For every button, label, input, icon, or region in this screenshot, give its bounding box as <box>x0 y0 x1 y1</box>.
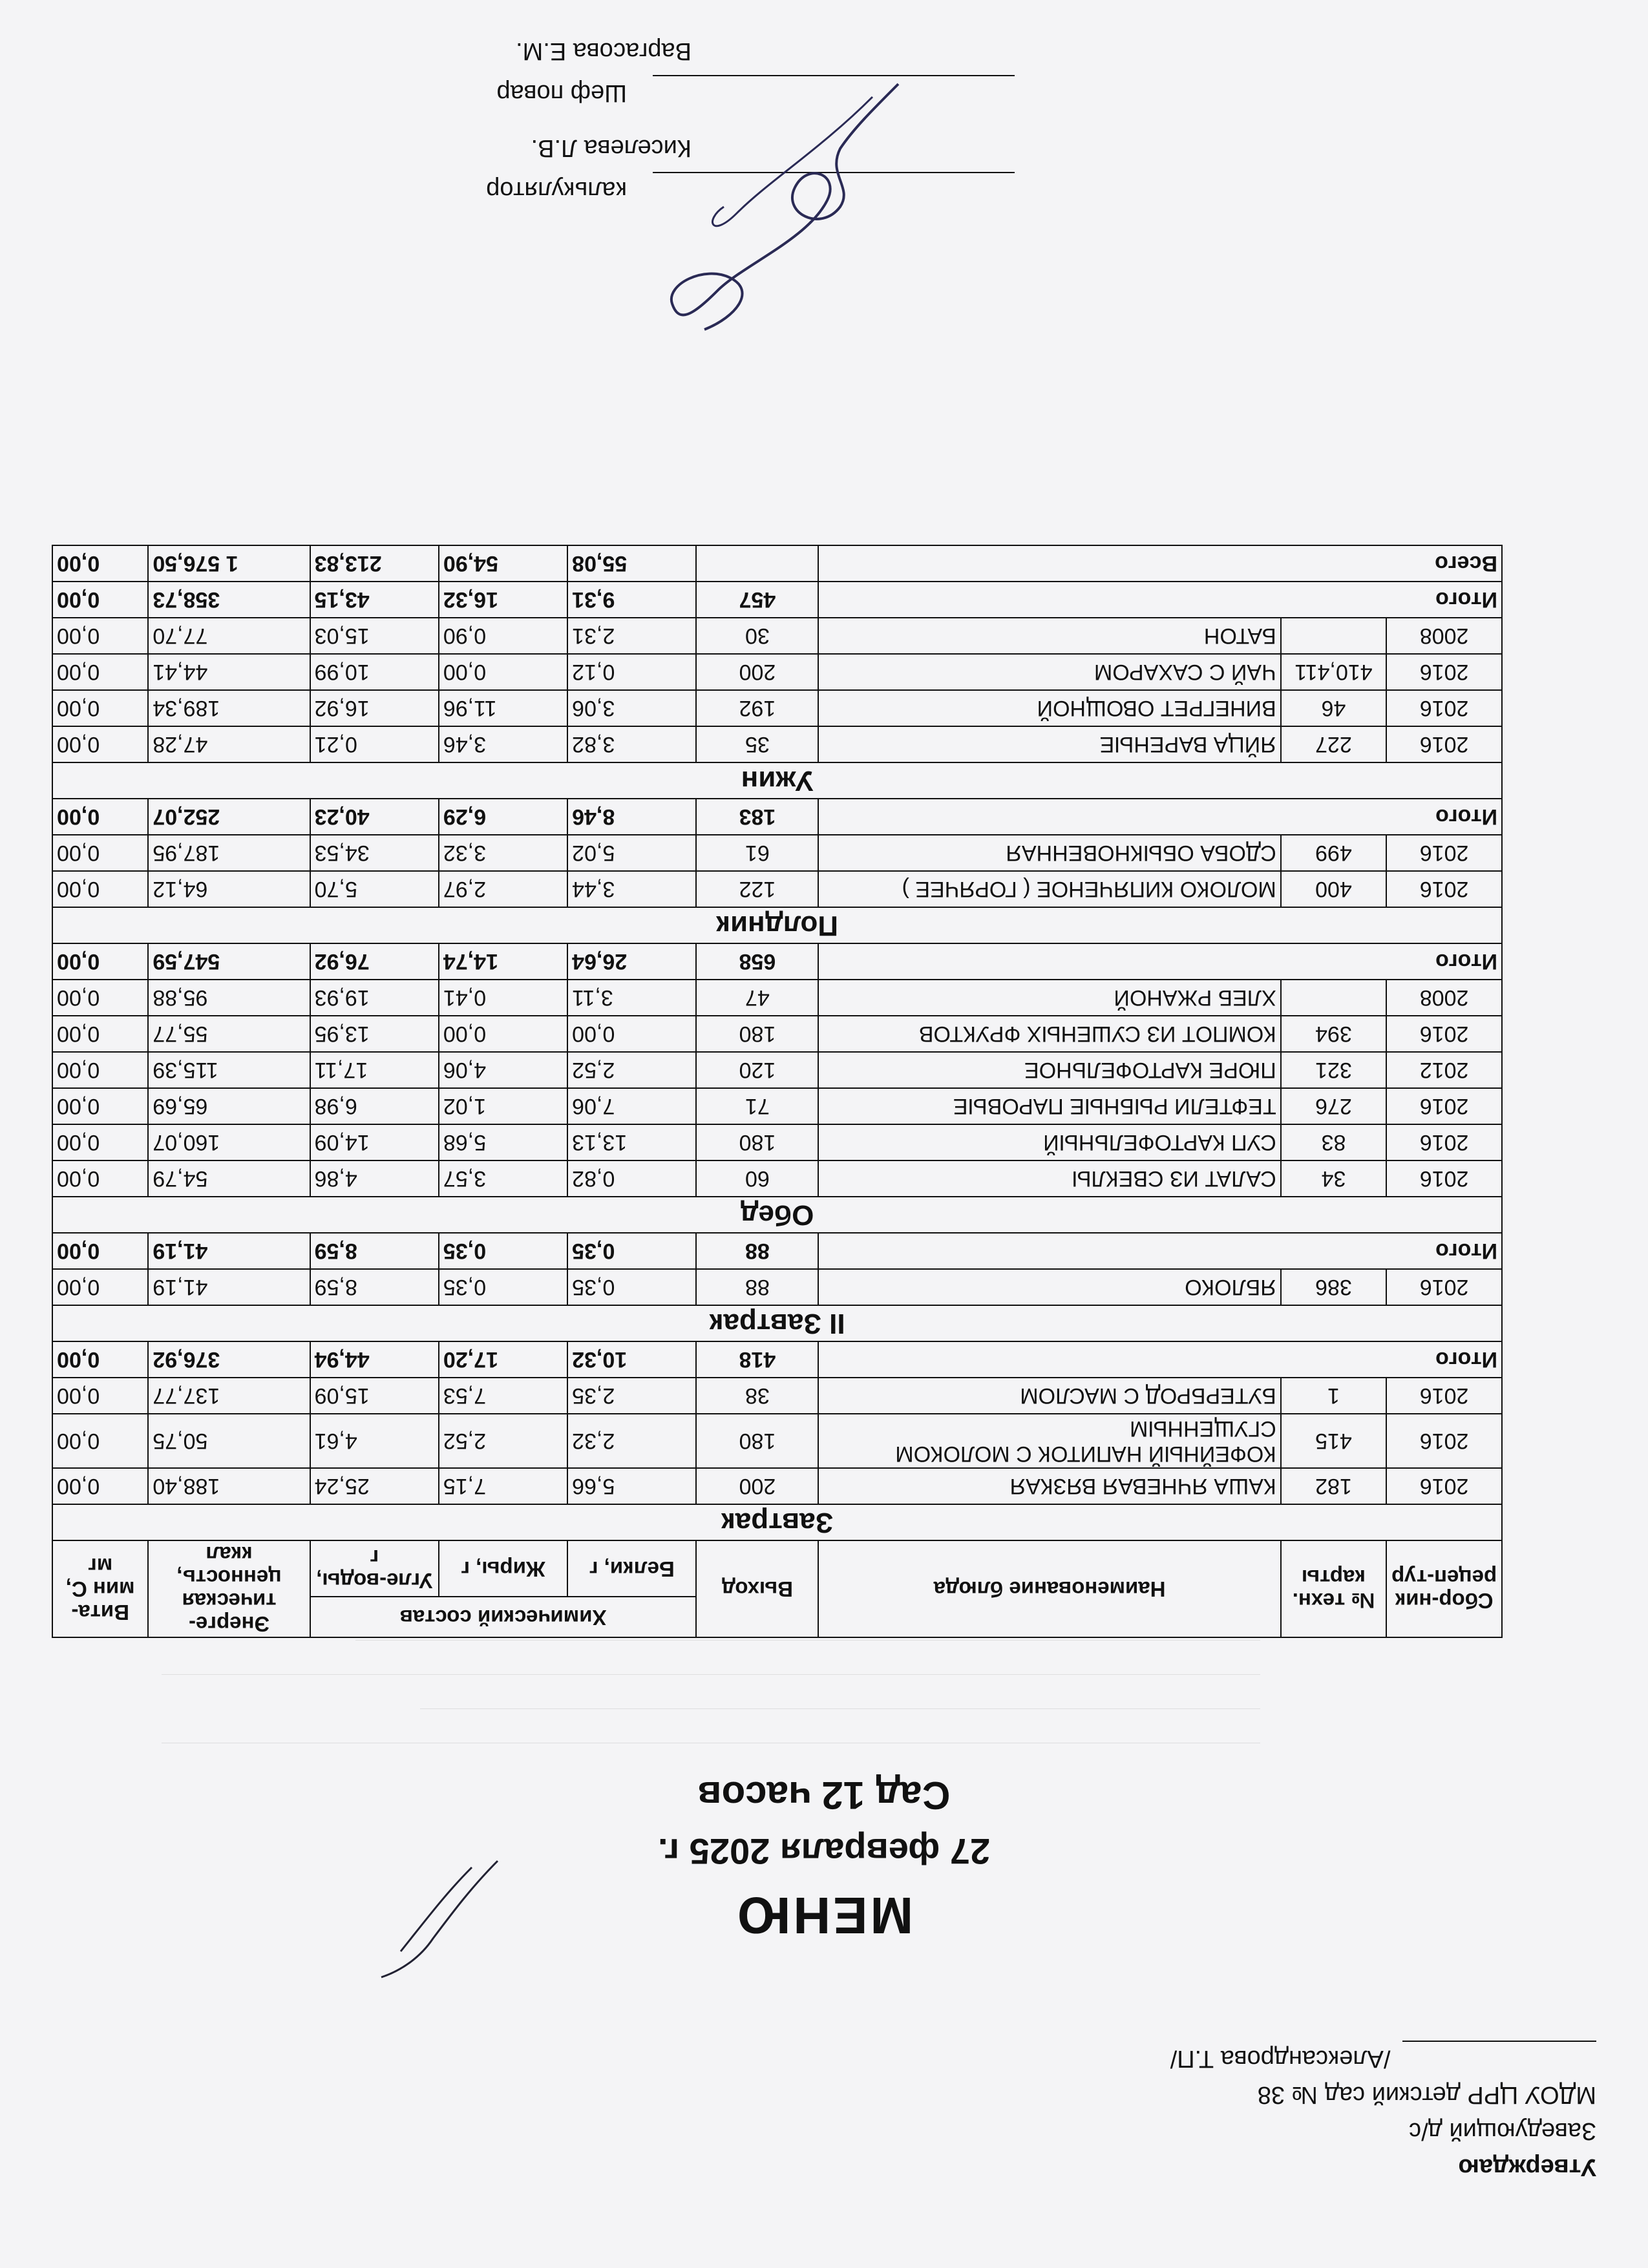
yield-cell: 61 <box>696 835 818 871</box>
total-fat: 6,29 <box>439 799 567 835</box>
vitamin-c-cell: 0,00 <box>52 1088 148 1124</box>
yield-cell: 180 <box>696 1124 818 1160</box>
vitamin-c-cell: 0,00 <box>52 1378 148 1414</box>
collection-cell: 2016 <box>1386 1016 1502 1052</box>
card-cell: 46 <box>1281 690 1386 726</box>
collection-cell: 2016 <box>1386 1269 1502 1305</box>
dish-name-cell: КАША ЯЧНЕВАЯ ВЯЗКАЯ <box>818 1468 1280 1504</box>
fat-cell: 11,96 <box>439 690 567 726</box>
document-heading <box>0 1773 1648 1945</box>
total-label: Итого <box>818 1341 1502 1378</box>
total-vitamin-c: 0,00 <box>52 582 148 618</box>
section-title: II Завтрак <box>52 1305 1502 1341</box>
collection-cell: 2016 <box>1386 1378 1502 1414</box>
collection-cell: 2016 <box>1386 1088 1502 1124</box>
table-row <box>52 1160 1502 1197</box>
header-fat: Жиры, г <box>439 1540 567 1597</box>
carbs-cell: 25,24 <box>310 1468 439 1504</box>
table-header-row <box>52 1597 1502 1637</box>
yield-cell: 180 <box>696 1414 818 1468</box>
fat-cell: 0,90 <box>439 618 567 654</box>
section-header-row <box>52 907 1502 943</box>
carbs-cell: 4,61 <box>310 1414 439 1468</box>
approval-signature-line <box>1402 2041 1596 2068</box>
collection-cell: 2016 <box>1386 1124 1502 1160</box>
table-body <box>52 545 1502 1540</box>
header-energy: Энерге-тическая ценность, ккал <box>148 1540 310 1637</box>
energy-cell: 187,95 <box>148 835 310 871</box>
protein-cell: 13,13 <box>567 1124 696 1160</box>
energy-cell: 64,12 <box>148 871 310 907</box>
total-fat: 17,20 <box>439 1341 567 1378</box>
dish-name-cell: ЧАЙ С САХАРОМ <box>818 654 1280 690</box>
total-label: Итого <box>818 582 1502 618</box>
vitamin-c-cell: 0,00 <box>52 1016 148 1052</box>
approval-signer-row <box>1170 2041 1596 2077</box>
energy-cell: 41,19 <box>148 1269 310 1305</box>
total-protein: 0,35 <box>567 1233 696 1269</box>
energy-cell: 115,39 <box>148 1052 310 1088</box>
yield-cell: 38 <box>696 1378 818 1414</box>
fat-cell: 0,00 <box>439 1016 567 1052</box>
carbs-cell: 17,11 <box>310 1052 439 1088</box>
approval-title: Утверждаю <box>1458 2154 1596 2181</box>
total-energy: 358,73 <box>148 582 310 618</box>
carbs-cell: 5,70 <box>310 871 439 907</box>
card-cell: 83 <box>1281 1124 1386 1160</box>
carbs-cell: 14,09 <box>310 1124 439 1160</box>
table-row <box>52 654 1502 690</box>
total-fat: 16,32 <box>439 582 567 618</box>
card-cell: 499 <box>1281 835 1386 871</box>
yield-cell: 47 <box>696 980 818 1016</box>
collection-cell: 2016 <box>1386 654 1502 690</box>
dish-name-cell: БУТЕРБРОД С МАСЛОМ <box>818 1378 1280 1414</box>
total-energy: 547,59 <box>148 943 310 980</box>
collection-cell: 2016 <box>1386 726 1502 762</box>
fat-cell: 1,02 <box>439 1088 567 1124</box>
dish-name-cell: ТЕФТЕЛИ РЫБНЫЕ ПАРОВЫЕ <box>818 1088 1280 1124</box>
protein-cell: 3,44 <box>567 871 696 907</box>
dish-name-cell: БАТОН <box>818 618 1280 654</box>
card-cell: 34 <box>1281 1160 1386 1197</box>
grand-total-yield <box>696 545 818 582</box>
table-row <box>52 1378 1502 1414</box>
card-cell <box>1281 980 1386 1016</box>
collection-cell: 2016 <box>1386 1414 1502 1468</box>
total-yield: 88 <box>696 1233 818 1269</box>
fat-cell: 2,52 <box>439 1414 567 1468</box>
carbs-cell: 10,99 <box>310 654 439 690</box>
total-carbs: 44,94 <box>310 1341 439 1378</box>
document-date: 27 февраля 2025 г. <box>657 1831 991 1872</box>
header-collection: Сбор-ник рецеп-тур <box>1386 1540 1502 1637</box>
approval-signer: /Александрова Т.П/ <box>1170 2045 1391 2072</box>
card-cell: 321 <box>1281 1052 1386 1088</box>
card-cell: 227 <box>1281 726 1386 762</box>
energy-cell: 55,77 <box>148 1016 310 1052</box>
total-energy: 252,07 <box>148 799 310 835</box>
protein-cell: 5,66 <box>567 1468 696 1504</box>
vitamin-c-cell: 0,00 <box>52 835 148 871</box>
yield-cell: 35 <box>696 726 818 762</box>
total-label: Итого <box>818 799 1502 835</box>
total-carbs: 8,59 <box>310 1233 439 1269</box>
section-total-row <box>52 1341 1502 1378</box>
card-cell <box>1281 618 1386 654</box>
vitamin-c-cell: 0,00 <box>52 1414 148 1468</box>
grand-total-label: Всего <box>818 545 1502 582</box>
menu-table <box>52 545 1503 1638</box>
yield-cell: 71 <box>696 1088 818 1124</box>
yield-cell: 60 <box>696 1160 818 1197</box>
table-row <box>52 726 1502 762</box>
total-protein: 8,46 <box>567 799 696 835</box>
energy-cell: 47,28 <box>148 726 310 762</box>
fat-cell: 0,35 <box>439 1269 567 1305</box>
vitamin-c-cell: 0,00 <box>52 1269 148 1305</box>
section-header-row <box>52 1305 1502 1341</box>
bleed-through-text <box>162 1640 1260 1777</box>
total-vitamin-c: 0,00 <box>52 1341 148 1378</box>
total-vitamin-c: 0,00 <box>52 1233 148 1269</box>
table-row <box>52 1016 1502 1052</box>
document-title: МЕНЮ <box>734 1887 914 1944</box>
yield-cell: 122 <box>696 871 818 907</box>
total-protein: 9,31 <box>567 582 696 618</box>
vitamin-c-cell: 0,00 <box>52 871 148 907</box>
section-title: Завтрак <box>52 1504 1502 1540</box>
fat-cell: 7,53 <box>439 1378 567 1414</box>
total-yield: 457 <box>696 582 818 618</box>
table-row <box>52 618 1502 654</box>
energy-cell: 77,70 <box>148 618 310 654</box>
vitamin-c-cell: 0,00 <box>52 980 148 1016</box>
card-cell: 1 <box>1281 1378 1386 1414</box>
energy-cell: 44,41 <box>148 654 310 690</box>
total-energy: 376,92 <box>148 1341 310 1378</box>
dish-name-cell: КОМПОТ ИЗ СУШЕНЫХ ФРУКТОВ <box>818 1016 1280 1052</box>
dish-name-cell: ЯБЛОКО <box>818 1269 1280 1305</box>
dish-name-cell: СУП КАРТОФЕЛЬНЫЙ <box>818 1124 1280 1160</box>
protein-cell: 0,12 <box>567 654 696 690</box>
fat-cell: 0,00 <box>439 654 567 690</box>
carbs-cell: 8,59 <box>310 1269 439 1305</box>
collection-cell: 2016 <box>1386 835 1502 871</box>
total-protein: 10,32 <box>567 1341 696 1378</box>
dish-name-cell: ПЮРЕ КАРТОФЕЛЬНОЕ <box>818 1052 1280 1088</box>
document-subtitle: Сад 12 часов <box>697 1774 951 1817</box>
card-cell: 182 <box>1281 1468 1386 1504</box>
collection-cell: 2016 <box>1386 1468 1502 1504</box>
card-cell: 276 <box>1281 1088 1386 1124</box>
total-label: Итого <box>818 1233 1502 1269</box>
protein-cell: 5,02 <box>567 835 696 871</box>
section-total-row <box>52 582 1502 618</box>
section-total-row <box>52 943 1502 980</box>
section-header-row <box>52 1197 1502 1233</box>
card-cell: 415 <box>1281 1414 1386 1468</box>
approval-org: МДОУ ЦРР детский сад № 38 <box>1257 2081 1596 2108</box>
approval-position: Заведующий д/с <box>1409 2117 1596 2145</box>
total-carbs: 43,15 <box>310 582 439 618</box>
calc-role: калькулятор <box>486 176 627 204</box>
energy-cell: 189,34 <box>148 690 310 726</box>
fat-cell: 3,46 <box>439 726 567 762</box>
energy-cell: 188,40 <box>148 1468 310 1504</box>
grand-total-protein: 55,08 <box>567 545 696 582</box>
total-energy: 41,19 <box>148 1233 310 1269</box>
energy-cell: 54,79 <box>148 1160 310 1197</box>
chef-name: Варгасова Е.М. <box>516 37 692 65</box>
energy-cell: 137,77 <box>148 1378 310 1414</box>
table-row <box>52 1124 1502 1160</box>
carbs-cell: 15,09 <box>310 1378 439 1414</box>
table-row <box>52 835 1502 871</box>
header-chem: Химический состав <box>310 1597 697 1637</box>
vitamin-c-cell: 0,00 <box>52 1160 148 1197</box>
header-card: № техн. карты <box>1281 1540 1386 1637</box>
protein-cell: 2,52 <box>567 1052 696 1088</box>
dish-name-cell: КОФЕЙНЫЙ НАПИТОК С МОЛОКОМ СГУЩЕННЫМ <box>818 1414 1280 1468</box>
card-cell: 400 <box>1281 871 1386 907</box>
vitamin-c-cell: 0,00 <box>52 1052 148 1088</box>
collection-cell: 2008 <box>1386 618 1502 654</box>
yield-cell: 88 <box>696 1269 818 1305</box>
total-yield: 418 <box>696 1341 818 1378</box>
protein-cell: 0,82 <box>567 1160 696 1197</box>
carbs-cell: 16,92 <box>310 690 439 726</box>
header-vitamin: Вита-мин С, мг <box>52 1540 148 1637</box>
card-cell: 410,411 <box>1281 654 1386 690</box>
vitamin-c-cell: 0,00 <box>52 726 148 762</box>
section-total-row <box>52 1233 1502 1269</box>
table-row <box>52 1088 1502 1124</box>
total-vitamin-c: 0,00 <box>52 943 148 980</box>
total-carbs: 40,23 <box>310 799 439 835</box>
header-dish: Наименование блюда <box>818 1540 1280 1637</box>
carbs-cell: 15,03 <box>310 618 439 654</box>
table-row <box>52 690 1502 726</box>
table-row <box>52 1269 1502 1305</box>
dish-name-cell: МОЛОКО КИПЯЧЕНОЕ ( ГОРЯЧЕЕ ) <box>818 871 1280 907</box>
carbs-cell: 6,98 <box>310 1088 439 1124</box>
section-title: Полдник <box>52 907 1502 943</box>
yield-cell: 30 <box>696 618 818 654</box>
vitamin-c-cell: 0,00 <box>52 654 148 690</box>
fat-cell: 3,32 <box>439 835 567 871</box>
table-row <box>52 1052 1502 1088</box>
section-total-row <box>52 799 1502 835</box>
total-fat: 14,74 <box>439 943 567 980</box>
protein-cell: 2,32 <box>567 1414 696 1468</box>
protein-cell: 0,35 <box>567 1269 696 1305</box>
grand-total-vitamin-c: 0,00 <box>52 545 148 582</box>
grand-total-energy: 1 576,50 <box>148 545 310 582</box>
energy-cell: 160,07 <box>148 1124 310 1160</box>
section-title: Ужин <box>52 762 1502 799</box>
section-title: Обед <box>52 1197 1502 1233</box>
header-yield: Выход <box>696 1540 818 1637</box>
header-carbs: Угле-воды, г <box>310 1540 439 1597</box>
table-row <box>52 980 1502 1016</box>
calc-name: Киселева Л.В. <box>531 134 692 162</box>
dish-name-cell: ХЛЕБ РЖАНОЙ <box>818 980 1280 1016</box>
total-yield: 183 <box>696 799 818 835</box>
energy-cell: 95,88 <box>148 980 310 1016</box>
vitamin-c-cell: 0,00 <box>52 690 148 726</box>
protein-cell: 7,06 <box>567 1088 696 1124</box>
grand-total-fat: 54,90 <box>439 545 567 582</box>
total-label: Итого <box>818 943 1502 980</box>
total-yield: 658 <box>696 943 818 980</box>
table-row <box>52 1414 1502 1468</box>
fat-cell: 3,57 <box>439 1160 567 1197</box>
signature-scribble <box>614 71 950 342</box>
total-vitamin-c: 0,00 <box>52 799 148 835</box>
total-carbs: 76,92 <box>310 943 439 980</box>
fat-cell: 2,97 <box>439 871 567 907</box>
grand-total-carbs: 213,83 <box>310 545 439 582</box>
approval-block <box>1170 2041 1596 2185</box>
yield-cell: 192 <box>696 690 818 726</box>
fat-cell: 0,41 <box>439 980 567 1016</box>
carbs-cell: 13,95 <box>310 1016 439 1052</box>
carbs-cell: 4,86 <box>310 1160 439 1197</box>
collection-cell: 2016 <box>1386 690 1502 726</box>
dish-name-cell: ВИНЕГРЕТ ОВОЩНОЙ <box>818 690 1280 726</box>
card-cell: 386 <box>1281 1269 1386 1305</box>
protein-cell: 2,31 <box>567 618 696 654</box>
fat-cell: 5,68 <box>439 1124 567 1160</box>
yield-cell: 200 <box>696 654 818 690</box>
energy-cell: 50,75 <box>148 1414 310 1468</box>
collection-cell: 2008 <box>1386 980 1502 1016</box>
total-fat: 0,35 <box>439 1233 567 1269</box>
collection-cell: 2012 <box>1386 1052 1502 1088</box>
protein-cell: 0,00 <box>567 1016 696 1052</box>
fat-cell: 7,15 <box>439 1468 567 1504</box>
vitamin-c-cell: 0,00 <box>52 618 148 654</box>
carbs-cell: 34,53 <box>310 835 439 871</box>
section-header-row <box>52 762 1502 799</box>
yield-cell: 120 <box>696 1052 818 1088</box>
total-protein: 26,64 <box>567 943 696 980</box>
vitamin-c-cell: 0,00 <box>52 1468 148 1504</box>
protein-cell: 2,35 <box>567 1378 696 1414</box>
carbs-cell: 0,21 <box>310 726 439 762</box>
yield-cell: 200 <box>696 1468 818 1504</box>
protein-cell: 3,06 <box>567 690 696 726</box>
yield-cell: 180 <box>696 1016 818 1052</box>
table-row <box>52 1468 1502 1504</box>
dish-name-cell: ЯЙЦА ВАРЕНЫЕ <box>818 726 1280 762</box>
carbs-cell: 19,93 <box>310 980 439 1016</box>
chef-role: Шеф повар <box>496 79 627 107</box>
card-cell: 394 <box>1281 1016 1386 1052</box>
vitamin-c-cell: 0,00 <box>52 1124 148 1160</box>
section-header-row <box>52 1504 1502 1540</box>
protein-cell: 3,11 <box>567 980 696 1016</box>
dish-name-cell: СДОБА ОБЫКНОВЕННАЯ <box>818 835 1280 871</box>
energy-cell: 65,69 <box>148 1088 310 1124</box>
fat-cell: 4,06 <box>439 1052 567 1088</box>
header-protein: Белки, г <box>567 1540 696 1597</box>
protein-cell: 3,82 <box>567 726 696 762</box>
collection-cell: 2016 <box>1386 1160 1502 1197</box>
grand-total-row <box>52 545 1502 582</box>
dish-name-cell: САЛАТ ИЗ СВЕКЛЫ <box>818 1160 1280 1197</box>
collection-cell: 2016 <box>1386 871 1502 907</box>
table-row <box>52 871 1502 907</box>
